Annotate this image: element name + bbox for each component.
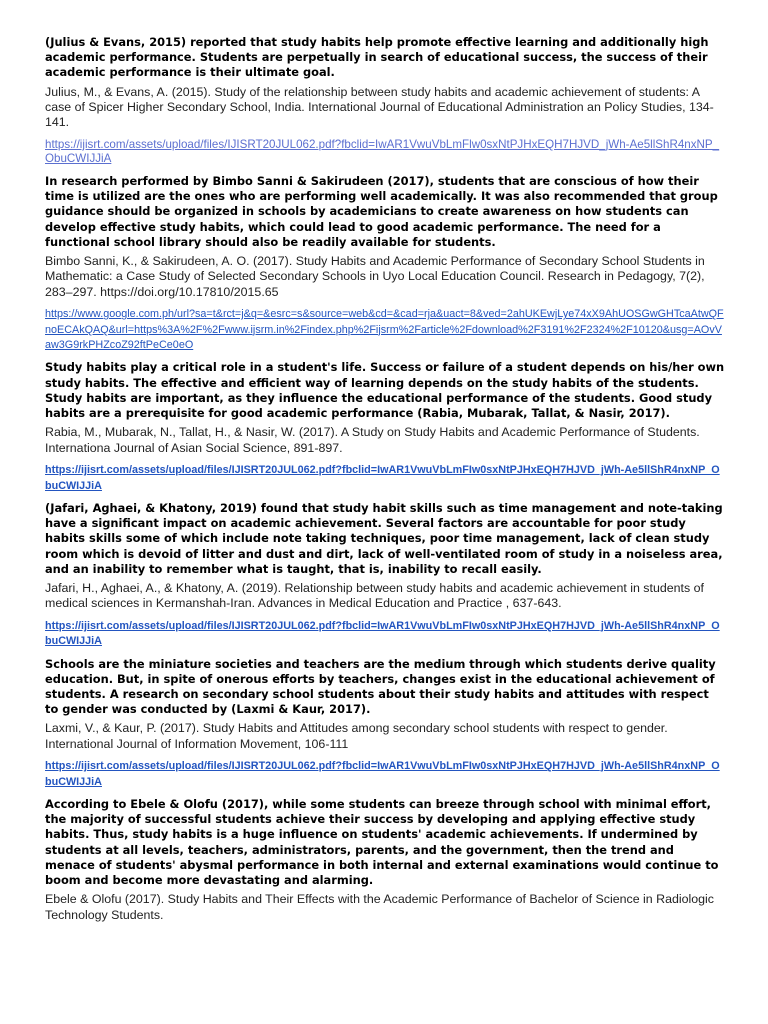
reference-entry [45,35,726,167]
entry-summary: (Julius & Evans, 2015) reported that study habits help promote effective learning and additionally high academic performance. Students are perpetually in search of educational success, the success of their academic performance is their ultimate goal. [45,35,709,80]
entry-citation: Ebele & Olofu (2017). Study Habits and Their Effects with the Academic Performance of Bachelor of Science in Radiologic Technology Students. [45,892,714,922]
reference-entry [45,360,726,493]
reference-entry [45,174,726,353]
reference-entry [45,797,726,923]
entry-source-link[interactable]: https://ijisrt.com/assets/upload/files/IJISRT20JUL062.pdf?fbclid=IwAR1VwuVbLmFIw0sxNtPJHxEQH7HJVD_jWh-Ae5llShR4nxNP_ObuCWIJJiA [45,760,720,788]
entry-summary: (Jafari, Aghaei, & Khatony, 2019) found that study habit skills such as time management and note-taking have a significant impact on academic achievement. Several factors are accountable for poor study habits skills some of which include note taking techniques, poor time management, lack of clean study room which is devoid of litter and dust and dirt, lack of well-ventilated room of study in a noiseless area, and an inability to remember what is taught, that is, inability to recall easily. [45,500,723,576]
entry-citation: Laxmi, V., & Kaur, P. (2017). Study Habits and Attitudes among secondary school students with respect to gender. International Journal of Information Movement, 106-111 [45,721,668,751]
entry-source-link[interactable]: https://www.google.com.ph/url?sa=t&rct=j&q=&esrc=s&source=web&cd=&cad=rja&uact=8&ved=2ahUKEwjLye74xX9AhUOSGwGHTcaAtwQFnoECAkQAQ&url=https%3A%2F%2Fwww.ijsrm.in%2Findex.php%2Fijsrm%2Farticle%2Fdownload%2F3191%2F2324%2F10120&usg=AOvVaw3G9rkPHZcoZ92ftPeCe0eO [45,308,724,352]
reference-entry [45,501,726,650]
reference-entry [45,657,726,790]
entry-source-link[interactable]: https://ijisrt.com/assets/upload/files/IJISRT20JUL062.pdf?fbclid=IwAR1VwuVbLmFlw0sxNtPJHxEQH7HJVD_jWh-Ae5llShR4nxNP_ObuCWIJJiA [45,137,720,166]
entry-source-link[interactable]: https://ijisrt.com/assets/upload/files/IJISRT20JUL062.pdf?fbclid=IwAR1VwuVbLmFIw0sxNtPJHxEQH7HJVD_jWh-Ae5llShR4nxNP_ObuCWIJJiA [45,619,720,648]
entry-summary: According to Ebele & Olofu (2017), while some students can breeze through school with minimal effort, the majority of successful students achieve their success by developing and applying effective study habits. Thus, study habits is a huge influence on students' academic achievements. If undermined by students at all levels, teachers, administrators, parents, and the government, then the trend and menace of students' abysmal performance in both internal and external examinations would continue to boom and become more devastating and alarming. [45,796,719,887]
entry-citation: Julius, M., & Evans, A. (2015). Study of the relationship between study habits and academic achievement of students: A case of Spicer Higher Secondary School, India. International Journal of Educational Administration an Policy Studies, 134-141. [45,84,714,130]
entry-citation: Rabia, M., Mubarak, N., Tallat, H., & Nasir, W. (2017). A Study on Study Habits and Academic Performance of Students. Internationa Journal of Asian Social Science, 891-897. [45,425,700,455]
entry-citation: Jafari, H., Aghaei, A., & Khatony, A. (2019). Relationship between study habits and academic achievement in students of medical sciences in Kermanshah-Iran. Advances in Medical Education and Practice , 637-643. [45,580,704,611]
entry-source-link[interactable]: https://ijisrt.com/assets/upload/files/IJISRT20JUL062.pdf?fbclid=IwAR1VwuVbLmFIw0sxNtPJHxEQH7HJVD_jWh-Ae5llShR4nxNP_ObuCWIJJiA [45,464,720,492]
entry-citation: Bimbo Sanni, K., & Sakirudeen, A. O. (2017). Study Habits and Academic Performance of Secondary School Students in Mathematic: a Case Study of Selected Secondary Schools in Uyo Local Education Council. Research in Pedagogy, 7(2), 283–297. https://doi.org/10.17810/2015.65 [45,254,705,299]
entry-summary: Study habits play a critical role in a student's life. Success or failure of a student depends on his/her own study habits. The effective and efficient way of learning depends on the study habits of the students. Study habits are important, as they influence the educational performance of the students. Good study habits are a prerequisite for good academic performance (Rabia, Mubarak, Tallat, & Nasir, 2017). [45,360,725,421]
entry-summary: Schools are the miniature societies and teachers are the medium through which students derive quality education. But, in spite of onerous efforts by teachers, changes exist in the educational achievement of students. A research on secondary school students about their study habits and attitudes with respect to gender was conducted by (Laxmi & Kaur, 2017). [45,656,716,717]
entry-summary: In research performed by Bimbo Sanni & Sakirudeen (2017), students that are conscious of how their time is utilized are the ones who are performing well academically. It was also recommended that group guidance should be organized in schools by academicians to create awareness on how students can develop effective study habits, which could lead to good academic performance. The need for a functional school library should also be readily available for students. [45,174,718,249]
